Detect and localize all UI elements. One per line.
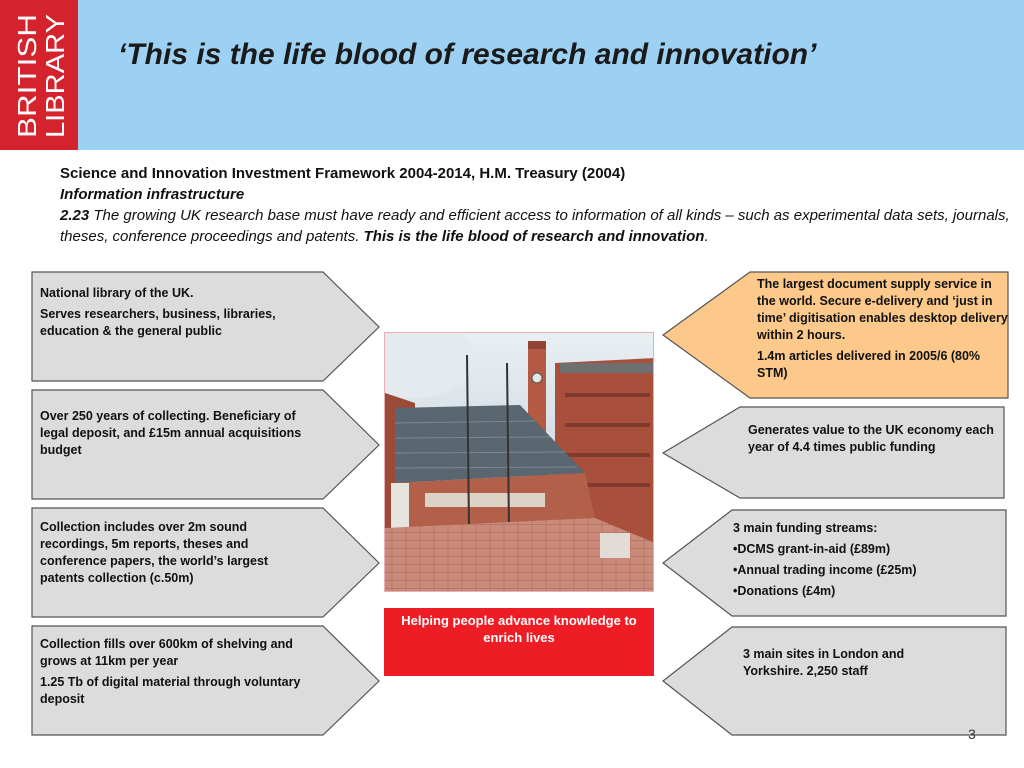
library-building-photo xyxy=(384,332,654,592)
right-box-4 xyxy=(660,625,1012,737)
right-box-3-line-2: •DCMS grant-in-aid (£89m) xyxy=(733,542,891,556)
left-box-3-text xyxy=(40,519,312,591)
right-box-3-text xyxy=(733,520,1003,604)
quote-block xyxy=(60,163,1010,247)
left-box-4 xyxy=(30,624,382,737)
left-box-3-line-1: Collection includes over 2m sound recordings, 5m reports, theses and conference papers, the world’s largest patents collection (c.50m) xyxy=(40,520,269,585)
right-box-1-line-2: 1.4m articles delivered in 2005/6 (80% STM) xyxy=(757,349,981,380)
left-box-1 xyxy=(30,270,382,383)
left-box-3 xyxy=(30,506,382,619)
right-box-3-line-4: •Donations (£4m) xyxy=(733,584,836,598)
logo-text-british: BRITISH xyxy=(12,35,42,138)
quote-source: Science and Innovation Investment Framework 2004-2014, H.M. Treasury (2004) xyxy=(60,165,626,182)
quote-emphasis: This is the life blood of research and innovation xyxy=(363,228,705,245)
british-library-logo xyxy=(0,0,78,150)
left-box-1-line-1: National library of the UK. xyxy=(40,286,194,300)
right-box-2-text xyxy=(748,422,1004,460)
quote-body: The growing UK research base must have ready and efficient access to information of all kinds – such as experimental data sets, journals, theses, conference proceedings and patents. xyxy=(60,207,1010,245)
left-box-4-line-2: 1.25 Tb of digital material through voluntary deposit xyxy=(40,675,301,706)
right-box-1-line-1: The largest document supply service in the world. Secure e-delivery and ‘just in time’ digitisation enables desktop delivery within 2 hours. xyxy=(757,277,1008,342)
caption-banner: Helping people advance knowledge to enrich lives xyxy=(384,608,654,676)
left-box-4-line-1: Collection fills over 600km of shelving and grows at 11km per year xyxy=(40,637,293,668)
right-box-1 xyxy=(660,270,1012,400)
left-box-2-text xyxy=(40,408,320,463)
quote-heading: Information infrastructure xyxy=(60,186,245,203)
right-box-4-line-1: 3 main sites in London and Yorkshire. 2,250 staff xyxy=(743,647,905,678)
right-box-4-text xyxy=(743,646,963,684)
right-box-2-line-1: Generates value to the UK economy each year of 4.4 times public funding xyxy=(748,423,994,454)
left-box-2-line-1: Over 250 years of collecting. Beneficiary of legal deposit, and £15m annual acquisitions budget xyxy=(40,409,302,457)
left-box-2 xyxy=(30,388,382,501)
right-box-3 xyxy=(660,508,1012,618)
left-box-1-line-2: Serves researchers, business, libraries, education & the general public xyxy=(40,307,276,338)
quote-section-number: 2.23 xyxy=(60,207,90,224)
left-box-4-text xyxy=(40,636,312,712)
right-box-3-line-1: 3 main funding streams: xyxy=(733,521,878,535)
library-building-illustration xyxy=(385,333,654,592)
header-band xyxy=(0,0,1024,150)
quote-body-text xyxy=(60,207,1010,245)
right-box-3-line-3: •Annual trading income (£25m) xyxy=(733,563,917,577)
page-title: ‘This is the life blood of research and innovation’ xyxy=(118,38,817,71)
logo-text-library: LIBRARY xyxy=(40,27,70,138)
quote-end: . xyxy=(704,228,709,245)
left-box-1-text xyxy=(40,285,312,344)
right-box-1-text xyxy=(757,276,1012,386)
page-number: 3 xyxy=(968,726,976,742)
right-box-2 xyxy=(660,405,1012,500)
